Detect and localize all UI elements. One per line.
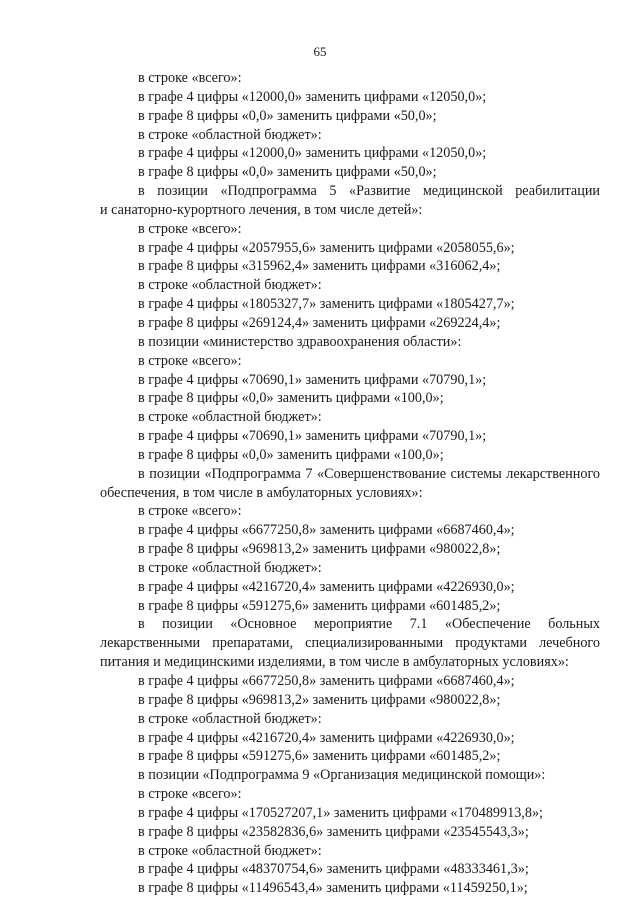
text-line: в графе 4 цифры «4216720,4» заменить цифрами «4226930,0»; — [138, 578, 515, 595]
text-line: в строке «всего»: — [138, 70, 242, 86]
text-line: в строке «всего»: — [138, 503, 242, 520]
text-line: в графе 8 цифры «0,0» заменить цифрами «50,0»; — [138, 107, 437, 124]
text-line: в графе 8 цифры «969813,2» заменить цифрами «980022,8»; — [138, 541, 501, 558]
page-number: 65 — [313, 44, 327, 59]
text-line: в позиции «министерство здравоохранения области»: — [138, 333, 462, 350]
text-line: в строке «всего»: — [138, 352, 242, 369]
text-line: обеспечения, в том числе в амбулаторных условиях»: — [100, 484, 423, 501]
text-line: и санаторно-курортного лечения, в том числе детей»: — [100, 201, 423, 218]
text-line: в строке «всего»: — [138, 786, 242, 803]
text-line: в графе 4 цифры «6677250,8» заменить цифрами «6687460,4»; — [138, 522, 515, 539]
text-line: в строке «областной бюджет»: — [138, 842, 322, 859]
text-line: в графе 4 цифры «170527207,1» заменить цифрами «170489913,8»; — [138, 804, 543, 821]
text-line: в строке «областной бюджет»: — [138, 277, 322, 294]
text-line: в графе 4 цифры «12000,0» заменить цифрами «12050,0»; — [138, 88, 487, 105]
text-line: в графе 4 цифры «70690,1» заменить цифрами «70790,1»; — [138, 371, 487, 388]
text-line: в графе 8 цифры «591275,6» заменить цифрами «601485,2»; — [138, 748, 501, 765]
text-line: в строке «областной бюджет»: — [138, 409, 322, 426]
text-line: в графе 8 цифры «0,0» заменить цифрами «100,0»; — [138, 446, 444, 463]
text-line: в графе 4 цифры «2057955,6» заменить цифрами «2058055,6»; — [138, 239, 515, 256]
text-line: в графе 8 цифры «591275,6» заменить цифрами «601485,2»; — [138, 597, 501, 614]
text-line: в графе 4 цифры «4216720,4» заменить цифрами «4226930,0»; — [138, 729, 515, 746]
text-line: в графе 8 цифры «23582836,6» заменить цифрами «23545543,3»; — [138, 823, 529, 840]
text-line: в строке «областной бюджет»: — [138, 126, 322, 143]
text-line: в графе 8 цифры «11496543,4» заменить цифрами «11459250,1»; — [138, 880, 528, 897]
text-line: лекарственными препаратами, специализированными продуктами лечебного — [100, 635, 600, 652]
text-line: в графе 4 цифры «6677250,8» заменить цифрами «6687460,4»; — [138, 673, 515, 689]
text-line: в позиции «Подпрограмма 7 «Совершенствование системы лекарственного — [138, 465, 600, 482]
text-line: в строке «областной бюджет»: — [138, 710, 322, 727]
text-line: в графе 8 цифры «969813,2» заменить цифрами «980022,8»; — [138, 691, 501, 708]
text-line: в графе 4 цифры «48370754,6» заменить цифрами «48333461,3»; — [138, 861, 529, 878]
text-line: в позиции «Подпрограмма 9 «Организация медицинской помощи»: — [138, 767, 546, 784]
text-line: в графе 8 цифры «0,0» заменить цифрами «50,0»; — [138, 164, 437, 181]
text-line: в позиции «Основное мероприятие 7.1 «Обеспечение больных — [138, 616, 600, 633]
text-line: в графе 4 цифры «1805327,7» заменить цифрами «1805427,7»; — [138, 296, 515, 313]
text-line: в графе 4 цифры «12000,0» заменить цифрами «12050,0»; — [138, 145, 487, 162]
text-line: в строке «всего»: — [138, 220, 242, 237]
text-line: в строке «областной бюджет»: — [138, 559, 322, 576]
text-line: в позиции «Подпрограмма 5 «Развитие медицинской реабилитации — [138, 183, 600, 200]
document-body — [100, 69, 600, 898]
text-line: в графе 8 цифры «0,0» заменить цифрами «100,0»; — [138, 390, 444, 407]
text-line: в графе 8 цифры «269124,4» заменить цифрами «269224,4»; — [138, 314, 501, 331]
text-line: в графе 8 цифры «315962,4» заменить цифрами «316062,4»; — [138, 258, 501, 275]
text-line: питания и медицинскими изделиями, в том числе в амбулаторных условиях»: — [100, 654, 569, 671]
text-line: в графе 4 цифры «70690,1» заменить цифрами «70790,1»; — [138, 428, 487, 445]
